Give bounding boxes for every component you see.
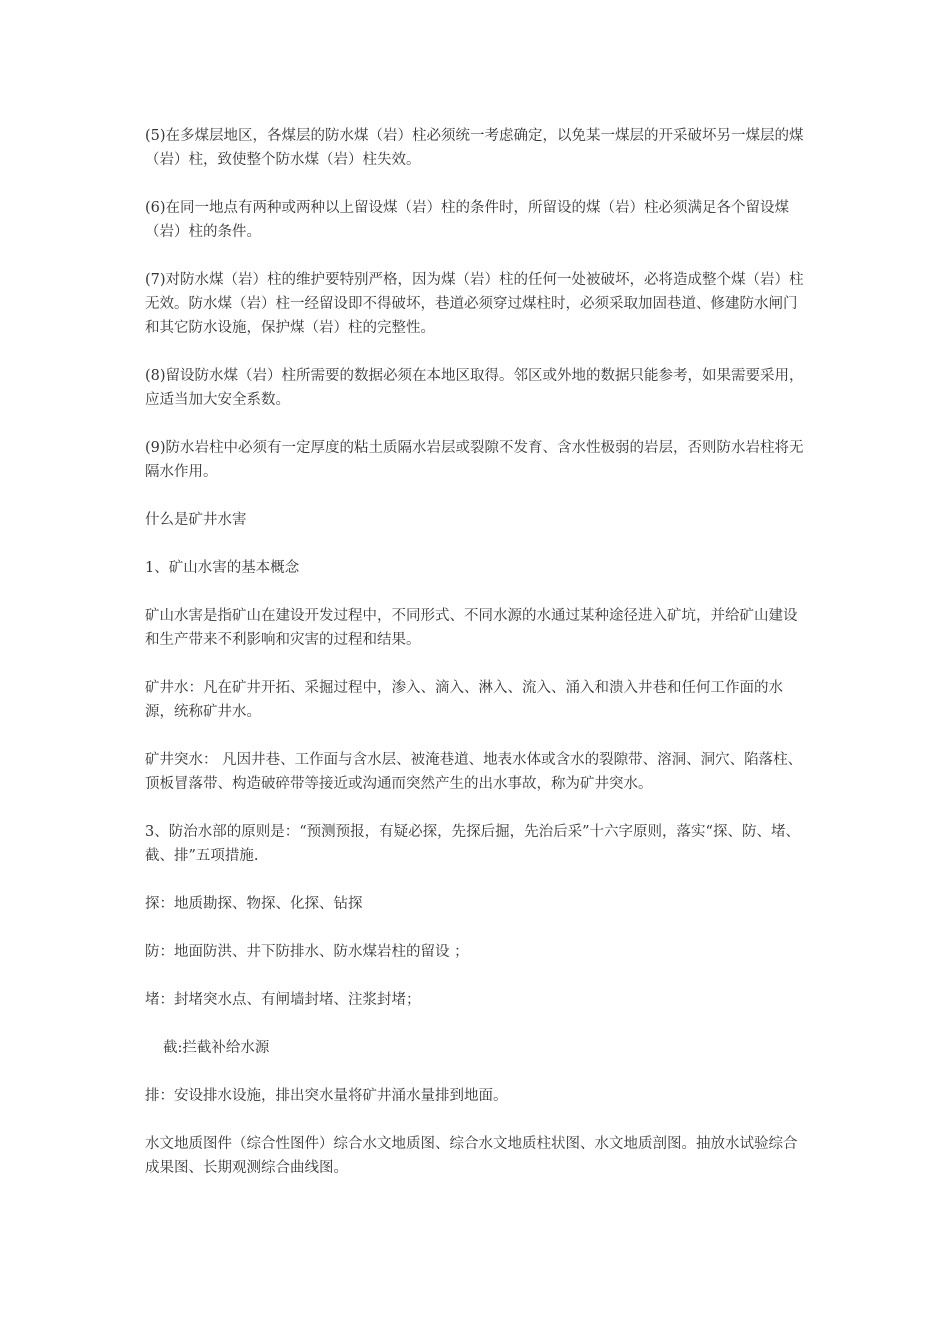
paragraph-pillar-rule-9: (9)防水岩柱中必须有一定厚度的粘土质隔水岩层或裂隙不发育、含水性极弱的岩层，否则防水岩柱将无隔水作用。 — [145, 440, 804, 480]
paragraph-pillar-rule-8: (8)留设防水煤（岩）柱所需要的数据必须在本地区取得。邻区或外地的数据只能参考，如果需要采用，应适当加大安全系数。 — [145, 368, 804, 408]
paragraph-measure-block: 堵：封堵突水点、有闸墙封堵、注浆封堵； — [145, 992, 421, 1008]
paragraph-pillar-rule-5: (5)在多煤层地区，各煤层的防水煤（岩）柱必须统一考虑确定，以免某一煤层的开采破坏另一煤层的煤（岩）柱，致使整个防水煤（岩）柱失效。 — [145, 128, 804, 168]
document-body — [145, 124, 805, 1204]
section-heading-mine-water-hazard: 什么是矿井水害 — [145, 512, 247, 528]
paragraph-measure-prevent: 防：地面防洪、井下防排水、防水煤岩柱的留设 ； — [145, 944, 469, 960]
paragraph-pillar-rule-6: (6)在同一地点有两种或两种以上留设煤（岩）柱的条件时，所留设的煤（岩）柱必须满足各个留设煤（岩）柱的条件。 — [145, 200, 790, 240]
paragraph-hydrogeology-maps: 水文地质图件（综合性图件）综合水文地质图、综合水文地质柱状图、水文地质剖图。抽放水试验综合成果图、长期观测综合曲线图。 — [145, 1136, 798, 1176]
subheading-basic-concept: 1、矿山水害的基本概念 — [145, 560, 300, 576]
paragraph-hazard-definition: 矿山水害是指矿山在建设开发过程中，不同形式、不同水源的水通过某种途径进入矿坑，并给矿山建设和生产带来不利影响和灾害的过程和结果。 — [145, 608, 798, 648]
paragraph-measure-intercept: 截:拦截补给水源 — [163, 1040, 270, 1056]
paragraph-pillar-rule-7: (7)对防水煤（岩）柱的维护要特别严格，因为煤（岩）柱的任何一处被破坏，必将造成整个煤（岩）柱无效。防水煤（岩）柱一经留设即不得破坏，巷道必须穿过煤柱时，必须采取加固巷道、修建防水闸门和其它防水设施，保护煤（岩）柱的完整性。 — [145, 272, 804, 336]
paragraph-water-inrush-definition: 矿井突水： 凡因井巷、工作面与含水层、被淹巷道、地表水体或含水的裂隙带、溶洞、洞穴、陷落柱、顶板冒落带、构造破碎带等接近或沟通而突然产生的出水事故，称为矿井突水。 — [145, 752, 803, 792]
paragraph-mine-water-definition: 矿井水：凡在矿井开拓、采掘过程中，渗入、滴入、淋入、流入、涌入和溃入井巷和任何工作面的水源，统称矿井水。 — [145, 680, 783, 720]
paragraph-prevention-principles: 3、防治水部的原则是：“预测预报，有疑必探，先探后掘，先治后采”十六字原则，落实“探、防、堵、截、排”五项措施. — [145, 824, 800, 864]
paragraph-measure-drain: 排：安设排水设施，排出突水量将矿井涌水量排到地面。 — [145, 1088, 508, 1104]
paragraph-measure-explore: 探：地质勘探、物探、化探、钻探 — [145, 896, 363, 912]
